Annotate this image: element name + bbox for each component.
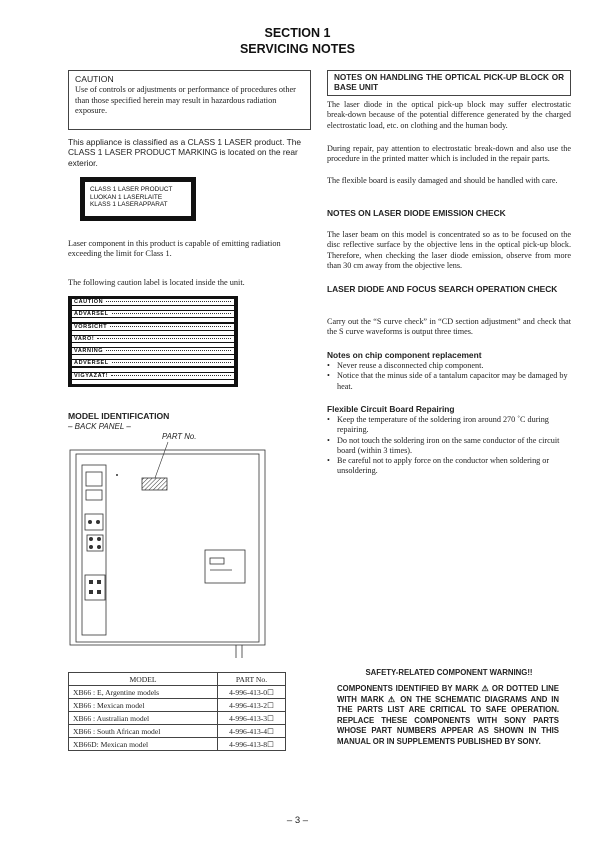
- caution-label-text-line: [72, 318, 234, 322]
- optical-paragraph: The laser diode in the optical pick-up block may suffer electrostatic break-down because of the potential difference generated by the charged electrostatic load, etc. on clothing and the human body.: [327, 100, 571, 130]
- connector-block: [86, 472, 102, 486]
- focus-search-heading: LASER DIODE AND FOCUS SEARCH OPERATION CHECK: [327, 284, 558, 294]
- speaker-clip: [89, 580, 93, 584]
- model-cell: XB66 : Mexican model: [69, 699, 218, 712]
- caution-label-row: [72, 299, 234, 305]
- caution-label-keyword: VARNING: [74, 348, 104, 355]
- column-header-part-no: PART No.: [218, 673, 286, 686]
- caution-text: Use of controls or adjustments or performance of procedures other than those specified herein may result in hazardous radiation exposure.: [75, 85, 296, 116]
- safety-warning-text: COMPONENTS IDENTIFIED BY MARK ⚠ OR DOTTED LINE WITH MARK ⚠ ON THE SCHEMATIC DIAGRAMS AND IN THE PARTS LIST ARE CRITICAL TO SAFE OPERATION. REPLACE THESE COMPONENTS WITH SONY PARTS WHOSE PART NUMBERS APPEAR AS SHOWN IN THIS MANUAL OR IN SUPPLEMENTS PUBLISHED BY SONY.: [337, 684, 559, 746]
- antenna-jack: [85, 514, 103, 530]
- model-part-table: [68, 672, 286, 751]
- emission-check-paragraph: The laser beam on this model is concentrated so as to be focused on the disc reflective surface by the objective lens in the optical pick-up block. Therefore, when checking the laser diode emission, observe from more than 30 cm away from the objective lens.: [327, 230, 571, 270]
- model-cell: XB66 : E, Argentine models: [69, 686, 218, 699]
- table-row: [69, 686, 286, 699]
- optical-paragraph: The flexible board is easily damaged and should be handled with care.: [327, 176, 558, 185]
- optical-pickup-heading: NOTES ON HANDLING THE OPTICAL PICK-UP BLOCK OR BASE UNIT: [334, 73, 564, 92]
- page-title: SERVICING NOTES: [239, 42, 356, 56]
- laser-label-line: CLASS 1 LASER PRODUCT: [90, 186, 173, 193]
- caution-label-keyword: ADVERSEL: [74, 360, 109, 367]
- caution-label-text-line: [72, 343, 234, 347]
- table-row: [69, 725, 286, 738]
- speaker-clip: [97, 590, 101, 594]
- list-item-text: Never reuse a disconnected chip component.: [337, 361, 484, 370]
- list-item-text: Do not touch the soldering iron on the same conductor of the circuit board (within 3 times).: [337, 435, 560, 455]
- av-jack-block: [87, 535, 103, 551]
- caution-heading: CAUTION: [75, 74, 114, 84]
- terminal-panel: [82, 465, 106, 635]
- list-item-text: Notice that the minus side of a tantalum capacitor may be damaged by heat.: [337, 371, 568, 391]
- power-module: [205, 550, 245, 583]
- caution-label-row: [72, 336, 234, 342]
- part-no-cell: 4-996-413-8☐: [218, 738, 286, 751]
- caution-label-text-line: [72, 306, 234, 310]
- class1-paragraph: This appliance is classified as a CLASS 1 LASER product. The CLASS 1 LASER PRODUCT MARKING is located on the rear exterior.: [68, 137, 302, 168]
- caution-label-text-line: [72, 368, 234, 372]
- laser-label-line: KLASS 1 LASERAPPARAT: [90, 201, 168, 209]
- caution-label-row: [72, 348, 234, 354]
- table-row: [69, 699, 286, 712]
- jack-circle: [89, 545, 93, 549]
- optical-paragraph: During repair, pay attention to electrostatic break-down and also use the procedure in the printed matter which is included in the repair parts.: [327, 144, 571, 164]
- table-header-row: [69, 673, 286, 686]
- caution-label-row: [72, 373, 234, 379]
- cabinet-inner-outline: [76, 454, 259, 642]
- section-number: SECTION 1: [264, 26, 331, 40]
- part-no-cell: 4-996-413-2☐: [218, 699, 286, 712]
- list-item: • Be careful not to apply force on the conductor when soldering or unsoldering.: [327, 456, 550, 476]
- part-no-cell: 4-996-413-3☐: [218, 712, 286, 725]
- caution-label-text-line: [72, 331, 234, 335]
- model-cell: XB66D: Mexican model: [69, 738, 218, 751]
- list-item: • Never reuse a disconnected chip component.: [327, 361, 484, 370]
- caution-label-text-line: [72, 380, 234, 384]
- caution-label-intro: The following caution label is located inside the unit.: [68, 278, 245, 287]
- page-number: – 3 –: [286, 815, 309, 826]
- safety-warning-heading: SAFETY-RELATED COMPONENT WARNING!!: [365, 668, 533, 677]
- caution-box: [68, 70, 311, 130]
- caution-label-row: [72, 311, 234, 317]
- model-identification-heading: MODEL IDENTIFICATION: [68, 411, 170, 421]
- focus-search-paragraph: Carry out the “S curve check” in “CD section adjustment” and check that the S curve waveforms is output three times.: [327, 317, 571, 337]
- column-header-model: MODEL: [69, 673, 218, 686]
- back-panel-diagram: [60, 430, 290, 670]
- caution-label-row: [72, 360, 234, 366]
- list-item: • Do not touch the soldering iron on the same conductor of the circuit board (within 3 times).: [327, 435, 560, 455]
- part-no-cell: 4-996-413-4☐: [218, 725, 286, 738]
- jack-circle: [89, 537, 93, 541]
- model-cell: XB66 : South African model: [69, 725, 218, 738]
- jack-circle: [97, 545, 101, 549]
- internal-caution-label: [68, 296, 238, 387]
- caution-label-keyword: VIGYAZAT!: [74, 372, 109, 379]
- table-row: [69, 712, 286, 725]
- list-item: • Notice that the minus side of a tantalum capacitor may be damaged by heat.: [327, 371, 568, 391]
- list-item-text: Be careful not to apply force on the conductor when soldering or unsoldering.: [337, 456, 550, 476]
- part-no-label-location: [142, 478, 167, 490]
- caution-label-keyword: ADVARSEL: [74, 311, 109, 318]
- jack-circle: [88, 520, 92, 524]
- jack-circle: [96, 520, 100, 524]
- flex-board-heading: Flexible Circuit Board Repairing: [327, 404, 455, 414]
- speaker-clip: [89, 590, 93, 594]
- section-title-block: [0, 25, 595, 57]
- speaker-clip: [97, 580, 101, 584]
- flex-board-list: [327, 415, 571, 477]
- caution-label-row: [72, 324, 234, 330]
- jack-circle: [97, 537, 101, 541]
- model-cell: XB66 : Australian model: [69, 712, 218, 725]
- screw-mark: [116, 474, 118, 476]
- caution-label-text-line: [72, 355, 234, 359]
- table-row: [69, 738, 286, 751]
- emission-check-heading: NOTES ON LASER DIODE EMISSION CHECK: [327, 208, 506, 218]
- caution-label-keyword: VORSICHT: [74, 323, 108, 330]
- chip-component-list: [327, 361, 571, 392]
- class1-laser-label: [80, 177, 196, 221]
- part-no-callout: PART No.: [162, 432, 197, 441]
- optical-pickup-heading-box: [327, 70, 571, 96]
- caution-label-keyword: CAUTION: [74, 299, 104, 305]
- laser-component-paragraph: Laser component in this product is capable of emitting radiation exceeding the limit for Class 1.: [68, 239, 281, 259]
- speaker-terminal: [85, 575, 105, 600]
- list-item-text: Keep the temperature of the soldering iron around 270 ˚C during repairing.: [337, 415, 549, 435]
- caution-label-keyword: VARO!: [74, 335, 95, 342]
- connector-block: [86, 490, 102, 500]
- laser-label-line: LUOKAN 1 LASERLAITE: [90, 193, 163, 201]
- back-panel-subheading: – BACK PANEL –: [68, 422, 131, 431]
- list-item: • Keep the temperature of the soldering iron around 270 ˚C during repairing.: [327, 415, 549, 435]
- part-no-cell: 4-996-413-0☐: [218, 686, 286, 699]
- chip-component-heading: Notes on chip component replacement: [327, 350, 482, 360]
